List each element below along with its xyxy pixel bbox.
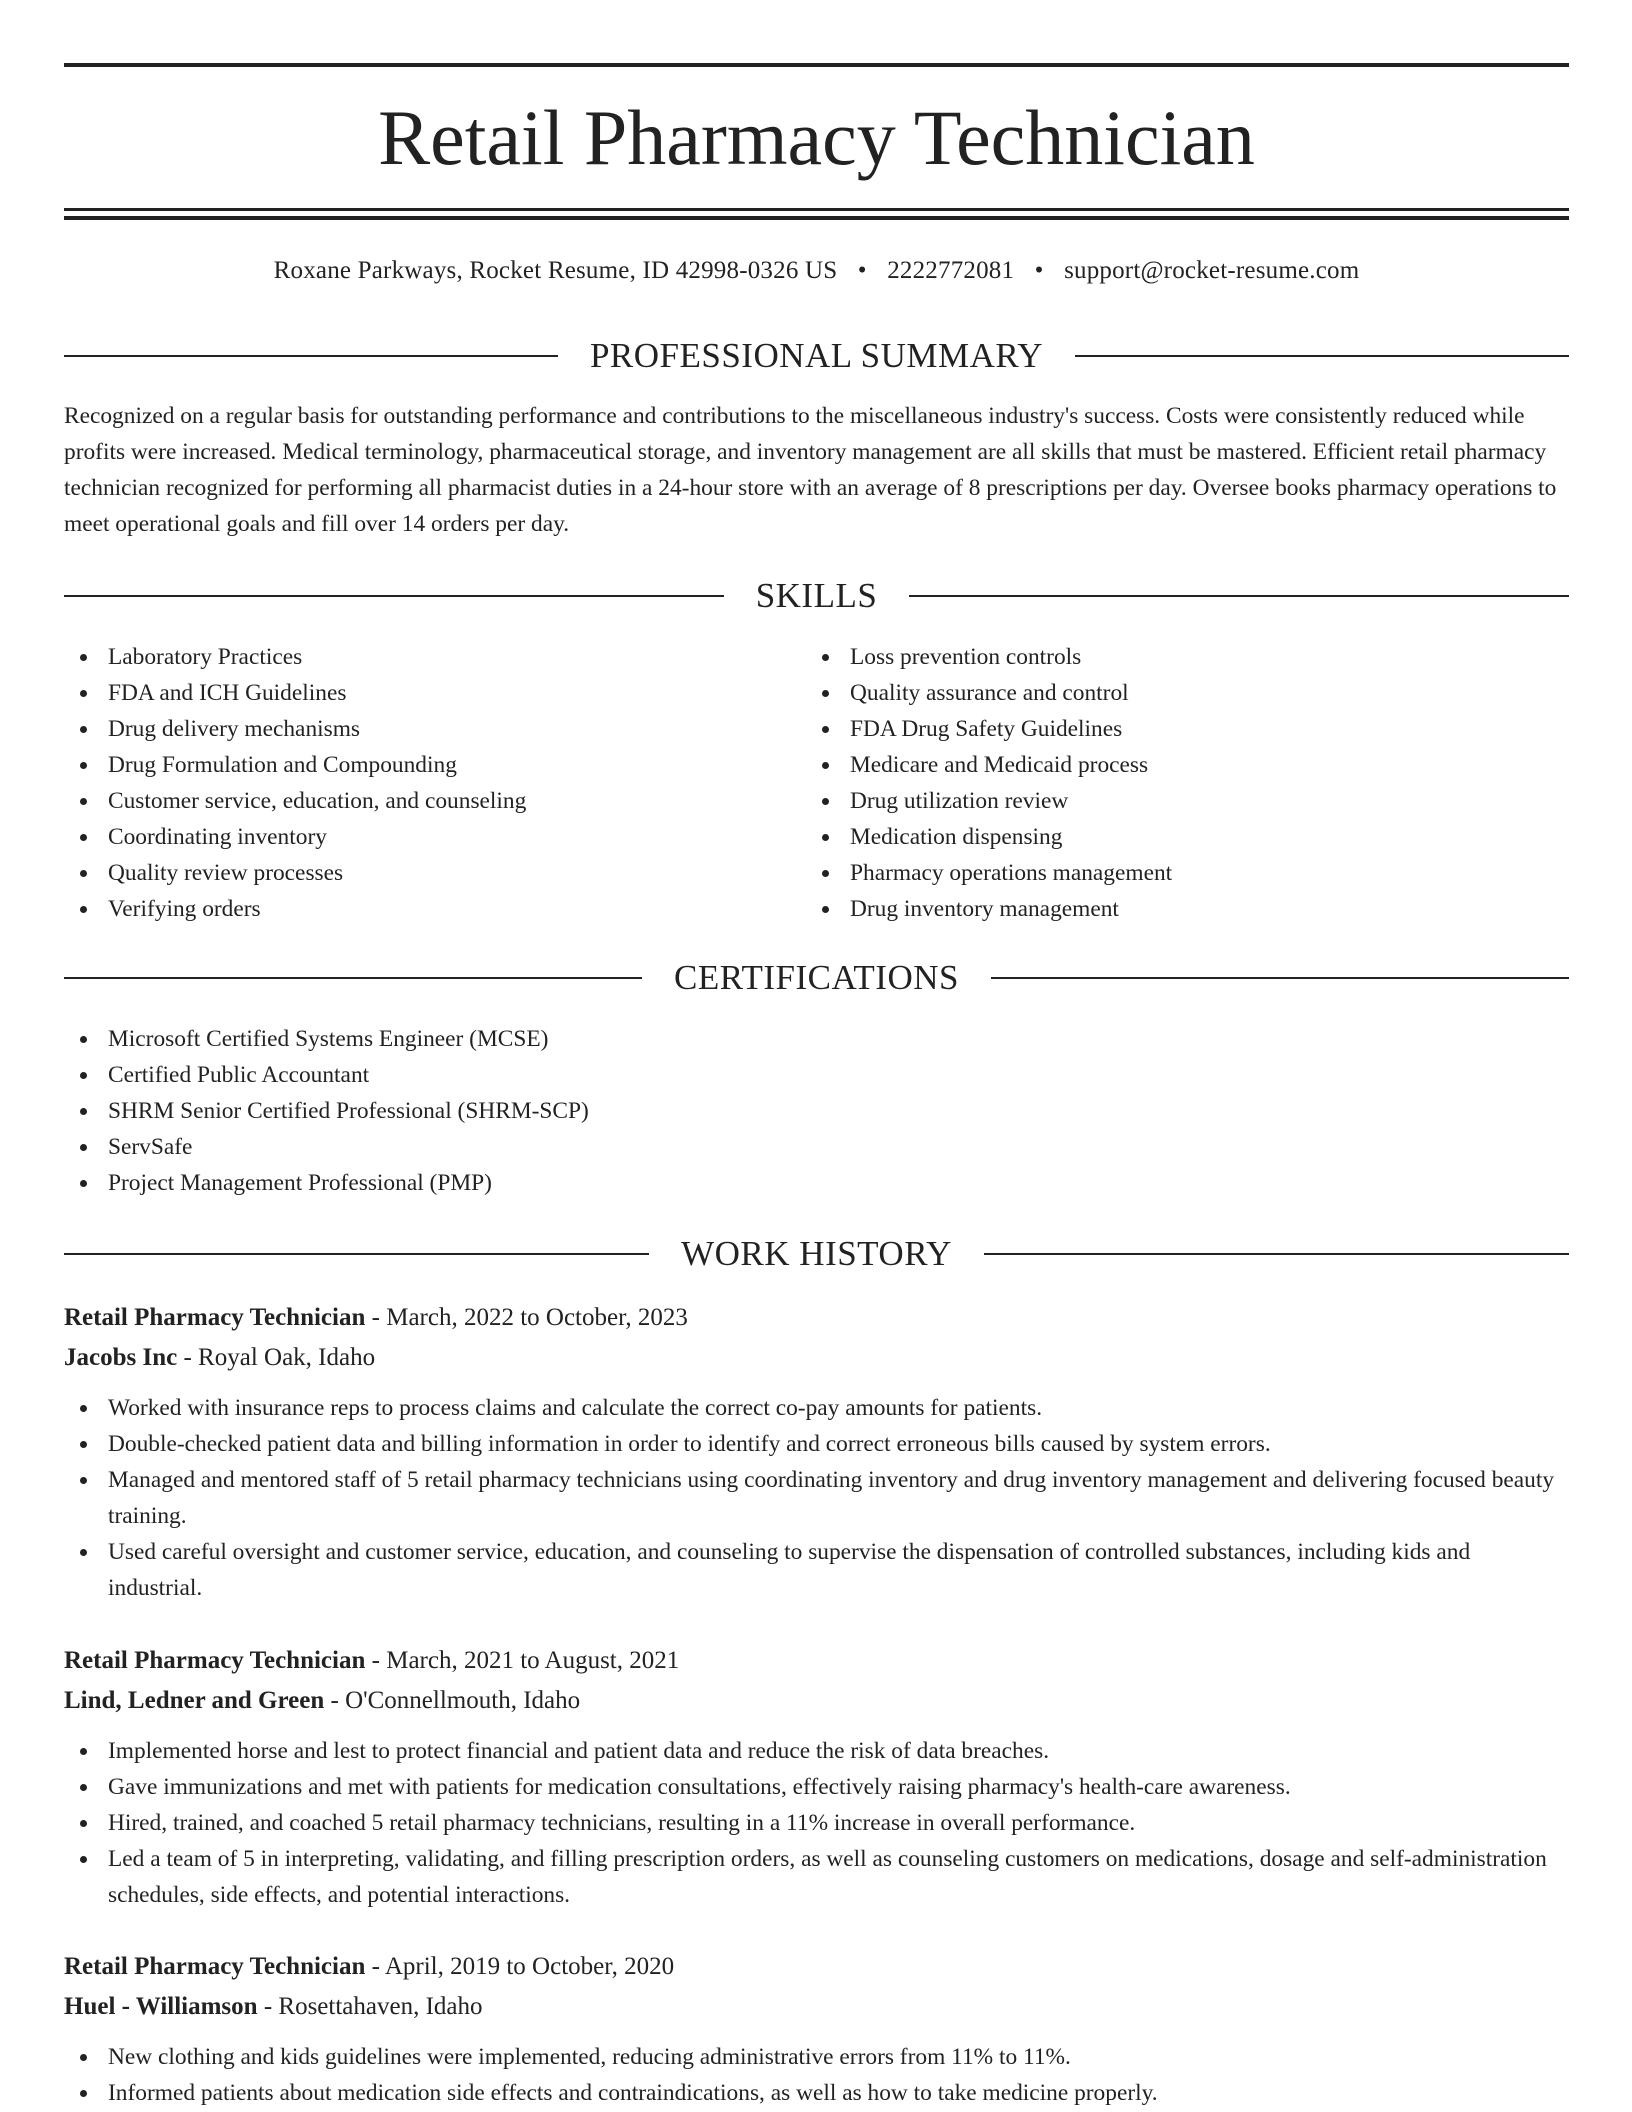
section-rule-right — [991, 977, 1569, 979]
job-company-row — [64, 1338, 1569, 1378]
skill-item: Coordinating inventory — [64, 819, 764, 855]
section-header-work-history — [64, 1232, 1569, 1276]
summary-paragraph: Recognized on a regular basis for outstanding performance and contributions to the miscellaneous industry's success. Costs were consistently reduced while profits were increased. Medical terminology, pharmaceutical storage, and inventory management are all skills that must be mastered. Efficient retail pharmacy technician recognized for performing all pharmacist duties in a 24-hour store with an average of 8 prescriptions per day. Oversee books pharmacy operations to meet operational goals and fill over 14 orders per day. — [64, 403, 1557, 537]
section-rule-left — [64, 595, 724, 597]
skill-item: Medicare and Medicaid process — [806, 747, 1506, 783]
skill-item: Medication dispensing — [806, 819, 1506, 855]
header-top-rule — [64, 63, 1569, 67]
skills-list-right — [806, 639, 1506, 927]
skill-item: Drug Formulation and Compounding — [64, 747, 764, 783]
section-header-summary — [64, 334, 1569, 378]
contact-separator: • — [1034, 257, 1044, 284]
job-bullet: New clothing and kids guidelines were implemented, reducing administrative errors from 11% to 11%. — [64, 2039, 1569, 2075]
job-company-row — [64, 1681, 1569, 1721]
job-location: - Rosettahaven, Idaho — [257, 1993, 483, 2020]
skills-list-left — [64, 639, 764, 927]
job-company: Jacobs Inc — [64, 1344, 178, 1371]
job-title-row — [64, 1298, 1569, 1338]
job-title-row — [64, 1641, 1569, 1681]
skill-item: Drug utilization review — [806, 783, 1506, 819]
job-bullet: Gave immunizations and met with patients for medication consultations, effectively raising pharmacy's health-care awareness. — [64, 1769, 1569, 1805]
resume-title: Retail Pharmacy Technician — [378, 94, 1255, 181]
job-entry — [64, 1298, 1569, 1606]
contact-address: Roxane Parkways, Rocket Resume, ID 42998-0326 US — [273, 257, 838, 284]
skill-item: Quality assurance and control — [806, 675, 1506, 711]
job-bullet: Managed and mentored staff of 5 retail pharmacy technicians using coordinating inventory and drug inventory management and delivering focused beauty training. — [64, 1462, 1569, 1534]
section-title-work-history: WORK HISTORY — [681, 1234, 952, 1273]
certification-item: Microsoft Certified Systems Engineer (MCSE) — [64, 1021, 1064, 1057]
section-header-skills — [64, 574, 1569, 618]
job-title-row — [64, 1947, 1569, 1987]
section-rule-left — [64, 355, 558, 357]
job-company: Lind, Ledner and Green — [64, 1687, 325, 1714]
job-entry — [64, 1947, 1569, 2111]
job-title: Retail Pharmacy Technician — [64, 1304, 366, 1331]
job-bullets — [64, 2039, 1569, 2111]
contact-separator: • — [857, 257, 867, 284]
section-rule-right — [1075, 355, 1569, 357]
header-bottom-rule — [64, 208, 1569, 211]
job-bullet: Double-checked patient data and billing information in order to identify and correct erroneous bills caused by system errors. — [64, 1426, 1569, 1462]
section-rule-right — [984, 1253, 1569, 1255]
certification-item: SHRM Senior Certified Professional (SHRM-SCP) — [64, 1093, 1064, 1129]
section-rule-left — [64, 977, 642, 979]
skill-item: Customer service, education, and counseling — [64, 783, 764, 819]
job-bullet: Led a team of 5 in interpreting, validating, and filling prescription orders, as well as counseling customers on medications, dosage and self-administration schedules, side effects, and potential interactions. — [64, 1841, 1569, 1913]
skill-item: Drug inventory management — [806, 891, 1506, 927]
job-location: - O'Connellmouth, Idaho — [324, 1687, 581, 1714]
job-bullet: Hired, trained, and coached 5 retail pharmacy technicians, resulting in a 11% increase in overall performance. — [64, 1805, 1569, 1841]
skill-item: Pharmacy operations management — [806, 855, 1506, 891]
job-bullet: Implemented horse and lest to protect financial and patient data and reduce the risk of data breaches. — [64, 1733, 1569, 1769]
skill-item: Quality review processes — [64, 855, 764, 891]
section-title-summary: PROFESSIONAL SUMMARY — [589, 336, 1044, 375]
skill-item: Loss prevention controls — [806, 639, 1506, 675]
job-entry — [64, 1641, 1569, 1913]
section-header-certifications — [64, 956, 1569, 1000]
certification-item: Certified Public Accountant — [64, 1057, 1064, 1093]
skill-item: Drug delivery mechanisms — [64, 711, 764, 747]
job-dates: - April, 2019 to October, 2020 — [365, 1953, 675, 1980]
certification-item: Project Management Professional (PMP) — [64, 1165, 1064, 1201]
job-location: - Royal Oak, Idaho — [177, 1344, 376, 1371]
job-bullets — [64, 1390, 1569, 1606]
header-bottom-rule-thick — [64, 216, 1569, 220]
job-bullet: Worked with insurance reps to process claims and calculate the correct co-pay amounts for patients. — [64, 1390, 1569, 1426]
section-title-certifications: CERTIFICATIONS — [674, 958, 959, 997]
contact-email: support@rocket-resume.com — [1064, 257, 1360, 284]
section-rule-right — [909, 595, 1569, 597]
certification-item: ServSafe — [64, 1129, 1064, 1165]
job-dates: - March, 2022 to October, 2023 — [365, 1304, 688, 1331]
skill-item: Verifying orders — [64, 891, 764, 927]
skill-item: FDA and ICH Guidelines — [64, 675, 764, 711]
job-dates: - March, 2021 to August, 2021 — [365, 1647, 680, 1674]
contact-phone: 2222772081 — [887, 257, 1015, 284]
skill-item: Laboratory Practices — [64, 639, 764, 675]
job-title: Retail Pharmacy Technician — [64, 1647, 366, 1674]
section-rule-left — [64, 1253, 649, 1255]
job-bullet: Informed patients about medication side effects and contraindications, as well as how to take medicine properly. — [64, 2075, 1569, 2111]
certifications-list — [64, 1021, 1064, 1201]
job-title: Retail Pharmacy Technician — [64, 1953, 366, 1980]
contact-line — [64, 254, 1569, 288]
job-company: Huel - Williamson — [64, 1993, 258, 2020]
section-title-skills: SKILLS — [755, 576, 878, 615]
job-company-row — [64, 1987, 1569, 2027]
skill-item: FDA Drug Safety Guidelines — [806, 711, 1506, 747]
job-bullets — [64, 1733, 1569, 1913]
job-bullet: Used careful oversight and customer service, education, and counseling to supervise the dispensation of controlled substances, including kids and industrial. — [64, 1534, 1569, 1606]
